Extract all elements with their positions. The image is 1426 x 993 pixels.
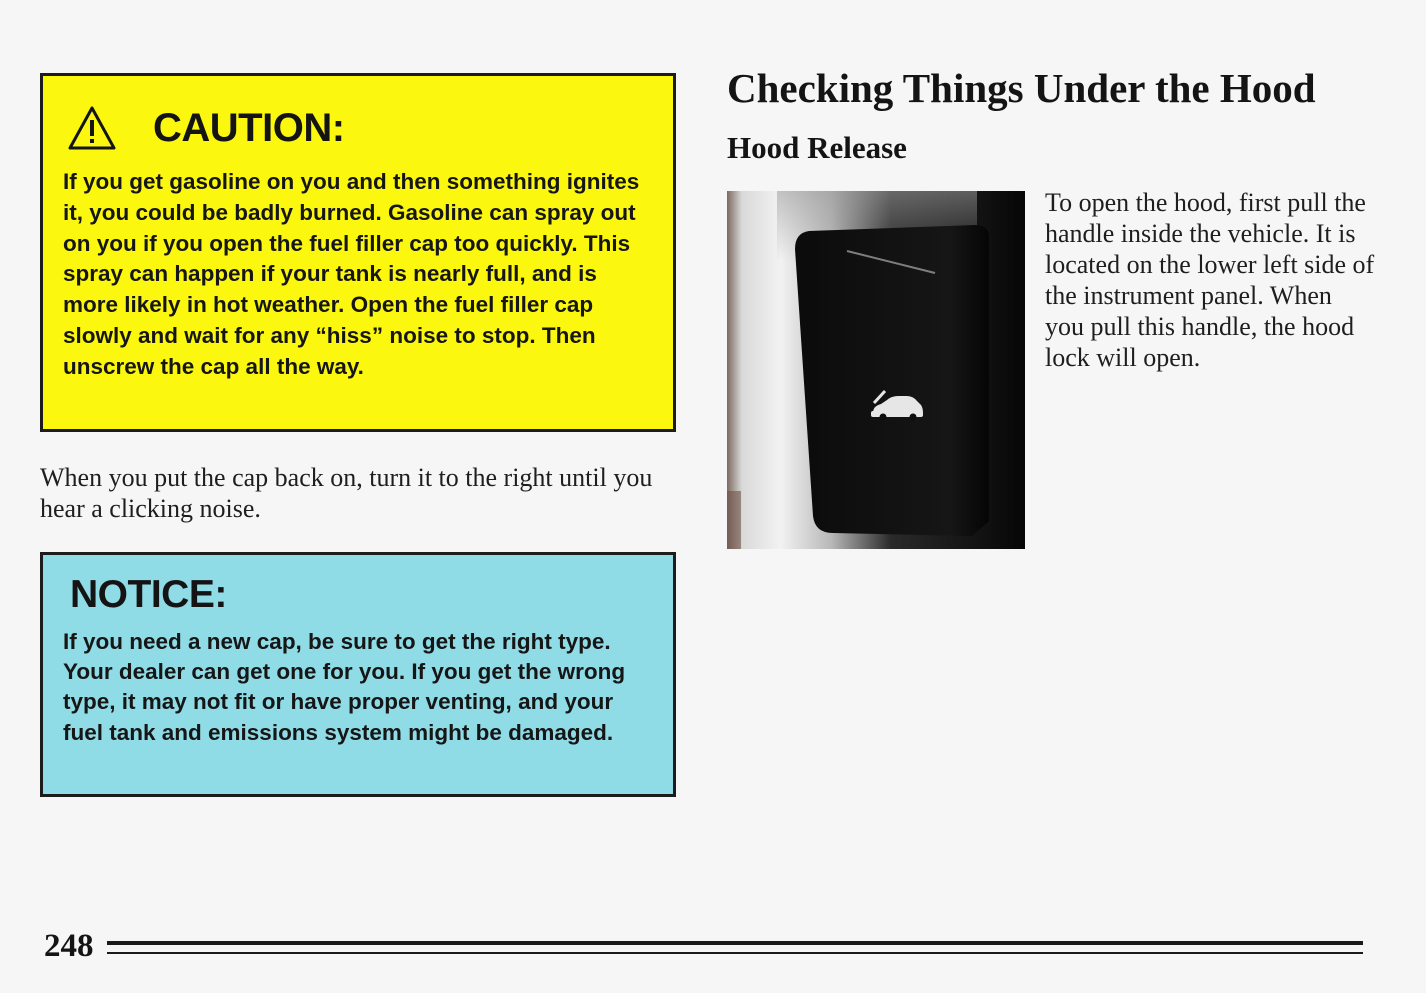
warning-triangle-icon (67, 105, 117, 151)
caution-header (67, 102, 345, 154)
footer-rule-thick (107, 941, 1363, 945)
page-number: 248 (44, 928, 94, 964)
notice-title: NOTICE: (70, 573, 227, 616)
caution-text: If you get gasoline on you and then something ignites it, you could be badly burned. Gasoline can spray out on you if you open the fuel filler cap too quickly. This spray can happen if your tank is nearly full, and is more likely in hot weather. Open the fuel filler cap slowly and wait for any “hiss” noise to stop. Then unscrew the cap all the way. (63, 169, 640, 379)
hood-release-paragraph: To open the hood, first pull the handle inside the vehicle. It is located on the lower left side of the instrument panel. When you pull this handle, the hood lock will open. (1045, 188, 1375, 372)
hood-release-photo (727, 191, 1025, 549)
hood-release-photo-drawing (727, 191, 1025, 549)
footer-rule (107, 941, 1363, 956)
hood-release-heading: Hood Release (727, 130, 907, 165)
notice-box (40, 552, 676, 797)
section-heading: Checking Things Under the Hood (727, 65, 1316, 111)
footer-rule-thin (107, 952, 1363, 954)
caution-box (40, 73, 676, 432)
cap-replacement-paragraph: When you put the cap back on, turn it to the right until you hear a clicking noise. (40, 463, 653, 523)
caution-title: CAUTION: (153, 105, 345, 150)
notice-text: If you need a new cap, be sure to get the right type. Your dealer can get one for you. If you get the wrong type, it may not fit or have proper venting, and your fuel tank and emissions system might be damaged. (63, 629, 626, 745)
